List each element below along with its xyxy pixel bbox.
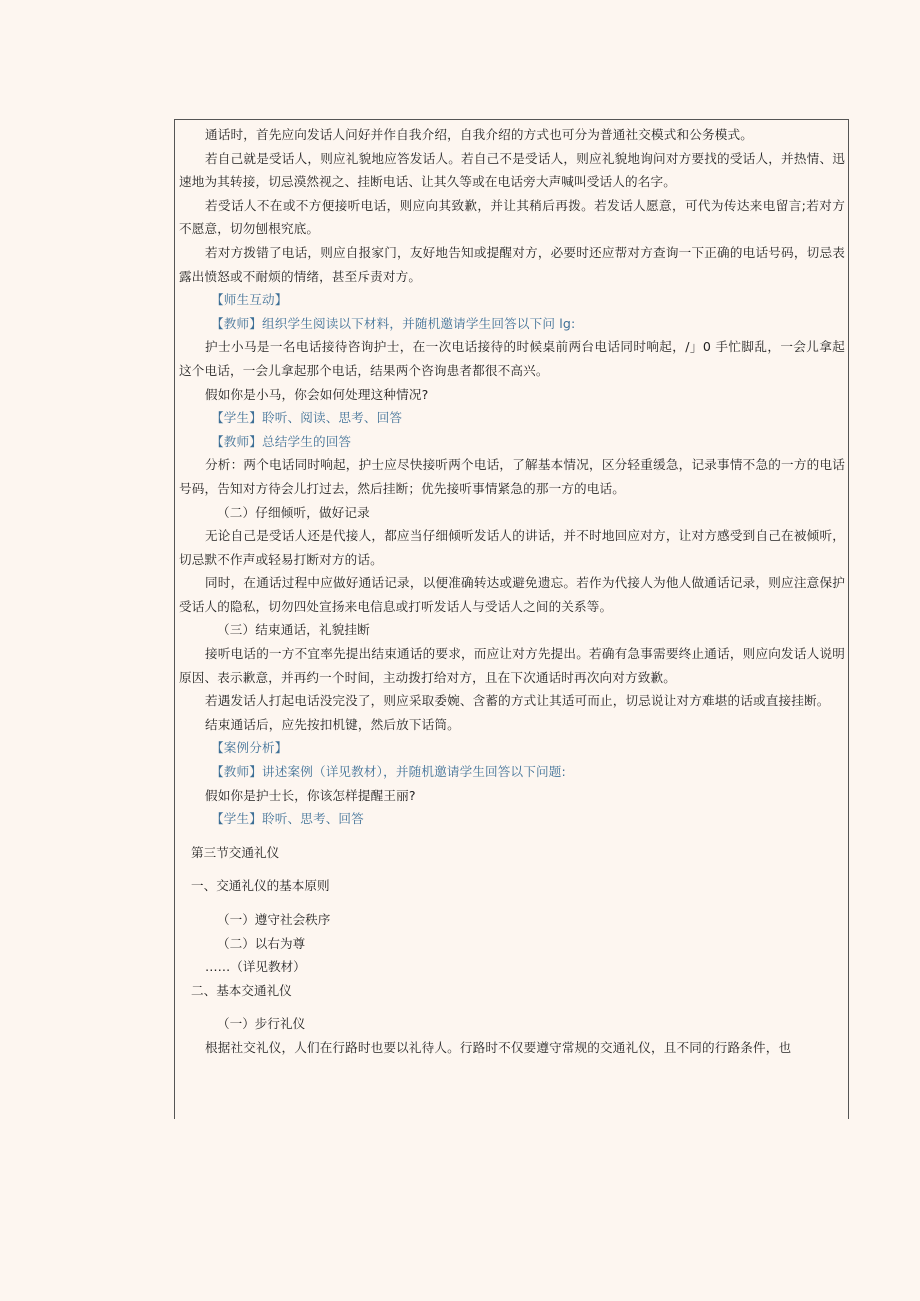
activity-tag: 【师生互动】	[211, 292, 288, 308]
subsection-heading: （一）步行礼仪	[217, 1016, 306, 1032]
paragraph: 若受话人不在或不方便接听电话，则应向其致歉，并让其稍后再拨。若发话人愿意，可代为传达来电留言;若对方不愿意，切勿刨根究底。	[179, 197, 845, 237]
activity-tag: 【学生】聆听、阅读、思考、回答	[211, 410, 403, 426]
paragraph: 根据社交礼仪，人们在行路时也要以礼待人。行路时不仅要遵守常规的交通礼仪，且不同的行路条件，也	[205, 1039, 792, 1055]
subsection-heading: （二）仔细倾听，做好记录	[217, 504, 370, 520]
section-heading: 二、基本交通礼仪	[191, 982, 292, 998]
activity-tag: 【学生】聆听、思考、回答	[211, 811, 364, 827]
paragraph: 结束通话后，应先按扣机键，然后放下话筒。	[205, 716, 460, 732]
paragraph: 假如你是小马，你会如何处理这种情况?	[205, 386, 429, 402]
activity-tag: 【案例分析】	[211, 740, 288, 756]
section-heading: 一、交通礼仪的基本原则	[191, 878, 330, 894]
see-textbook-note: ……（详见教材）	[205, 959, 306, 975]
activity-tag: 【教师】讲述案例（详见教材），并随机邀请学生回答以下问题:	[211, 764, 566, 780]
activity-tag: 【教师】总结学生的回答	[211, 433, 352, 449]
paragraph: 同时，在通话过程中应做好通话记录，以便准确转达或避免遗忘。若作为代接人为他人做通话记录，则应注意保护受话人的隐私，切勿四处宣扬来电信息或打听发话人与受话人之间的关系等。	[179, 575, 845, 614]
document-content	[179, 123, 845, 1060]
paragraph: 若对方拨错了电话，则应自报家门，友好地告知或提醒对方，必要时还应帮对方查询一下正确的电话号码，切忌表露出愤怒或不耐烦的情绪，甚至斥责对方。	[179, 244, 845, 284]
paragraph: 假如你是护士长，你该怎样提醒王丽?	[205, 787, 416, 803]
document-frame	[174, 119, 849, 1119]
paragraph: 分析：两个电话同时响起，护士应尽快接听两个电话，了解基本情况，区分轻重缓急，记录事情不急的一方的电话号码，告知对方待会儿打过去，然后挂断；优先接听事情紧急的那一方的电话。	[179, 457, 845, 496]
activity-tag: 【教师】组织学生阅读以下材料，并随机邀请学生回答以下问 lg:	[211, 315, 576, 331]
section-heading: 第三节交通礼仪	[191, 844, 280, 860]
subsection-heading: （三）结束通话，礼貌挂断	[217, 622, 370, 638]
paragraph: 护士小马是一名电话接待咨询护士，在一次电话接待的时候桌前两台电话同时响起，/」0 手忙脚乱，一会儿拿起这个电话，一会儿拿起那个电话，结果两个咨询患者都很不高兴。	[179, 339, 845, 378]
subsection-heading: （二）以右为尊	[217, 935, 306, 951]
paragraph: 接听电话的一方不宜率先提出结束通话的要求，而应让对方先提出。若确有急事需要终止通话，则应向发话人说明原因、表示歉意，并再约一个时间，主动拨打给对方，且在下次通话时再次向对方致歉。	[179, 646, 845, 685]
subsection-heading: （一）遵守社会秩序	[217, 912, 331, 927]
paragraph: 若自己就是受话人，则应礼貌地应答发话人。若自己不是受话人，则应礼貌地询问对方要找的受话人，并热情、迅速地为其转接，切忌漠然视之、挂断电话、让其久等或在电话旁大声喊叫受话人的名字。	[179, 150, 845, 190]
paragraph: 通话时，首先应向发话人问好并作自我介绍，自我介绍的方式也可分为普通社交模式和公务模式。	[205, 127, 753, 142]
paragraph: 无论自己是受话人还是代接人，都应当仔细倾听发话人的讲话，并不时地回应对方，让对方感受到自己在被倾听，切忌默不作声或轻易打断对方的话。	[179, 528, 845, 567]
paragraph: 若遇发话人打起电话没完没了，则应采取委婉、含蓄的方式让其适可而止，切忌说让对方难堪的话或直接挂断。	[205, 693, 830, 709]
